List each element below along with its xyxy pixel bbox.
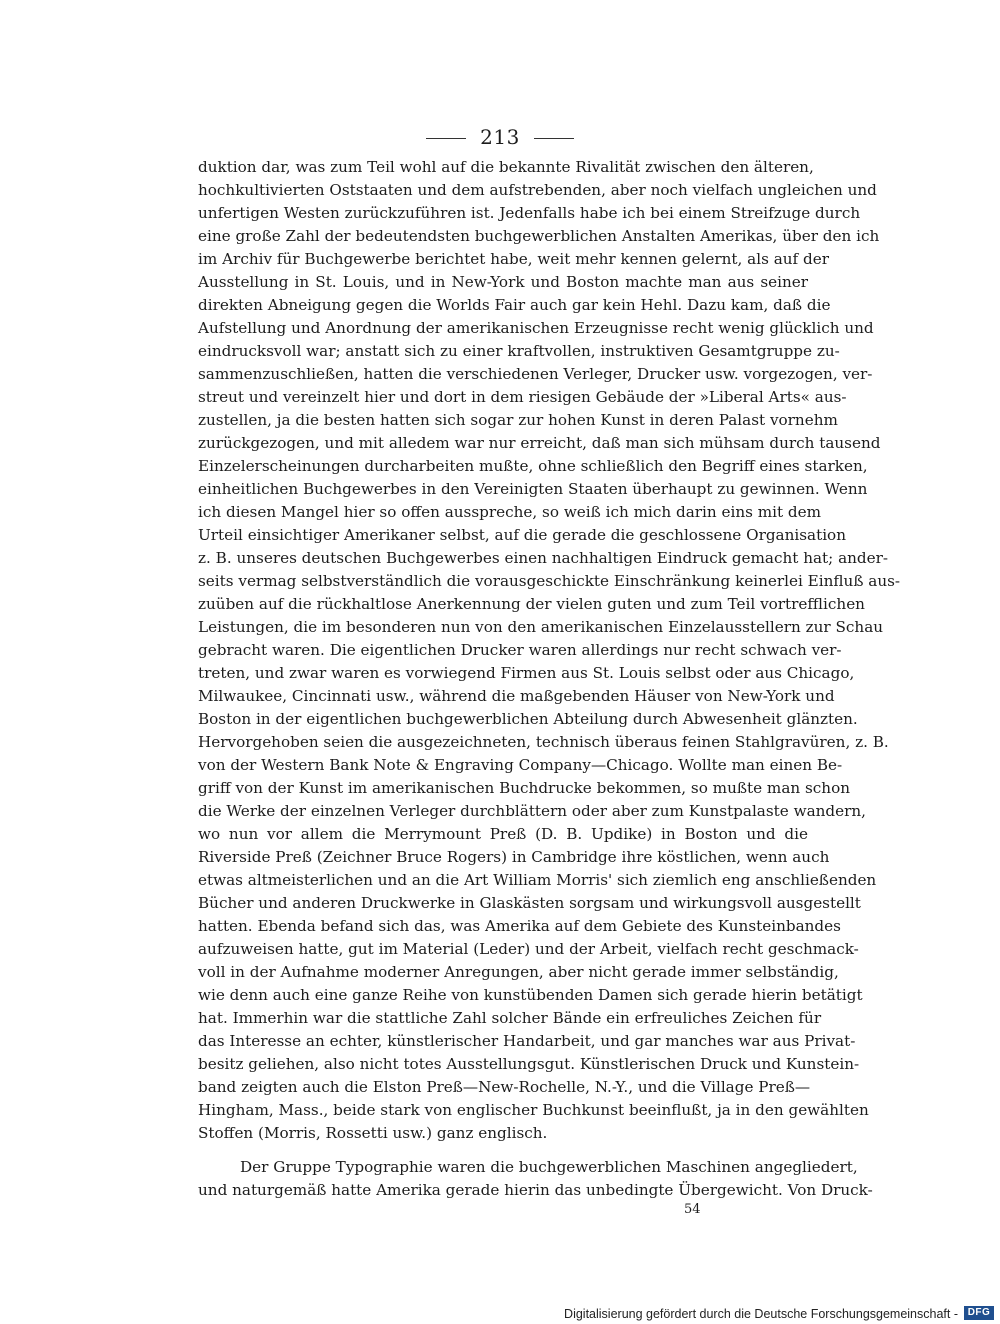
text-line: duktion dar, was zum Teil wohl auf die bekannte Rivalität zwischen den älteren, xyxy=(198,158,814,176)
text-line: das Interesse an echter, künstlerischer Handarbeit, und gar manches war aus Privat- xyxy=(198,1032,856,1050)
text-line: aufzuweisen hatte, gut im Material (Leder) und der Arbeit, vielfach recht geschmack- xyxy=(198,940,859,958)
text-line: voll in der Aufnahme moderner Anregungen, aber nicht gerade immer selbständig, xyxy=(198,963,839,981)
text-line: hat. Immerhin war die stattliche Zahl solcher Bände ein erfreuliches Zeichen für xyxy=(198,1009,822,1027)
text-line: Riverside Preß (Zeichner Bruce Rogers) in Cambridge ihre köstlichen, wenn auch xyxy=(198,848,830,866)
text-line: eindrucksvoll war; anstatt sich zu einer kraftvollen, instruktiven Gesamtgruppe zu- xyxy=(198,342,840,360)
text-line: im Archiv für Buchgewerbe berichtet habe, weit mehr kennen gelernt, als auf der xyxy=(198,250,829,268)
text-line: und naturgemäß hatte Amerika gerade hierin das unbedingte Übergewicht. Von Druck- xyxy=(198,1181,873,1199)
text-line: band zeigten auch die Elston Preß—New-Rochelle, N.-Y., und die Village Preß— xyxy=(198,1078,811,1096)
text-line: einheitlichen Buchgewerbes in den Vereinigten Staaten überhaupt zu gewinnen. Wenn xyxy=(198,480,868,498)
text-line: die Werke der einzelnen Verleger durchblättern oder aber zum Kunstpalaste wandern, xyxy=(198,802,866,820)
page-number: 213 xyxy=(480,125,520,149)
text-line: eine große Zahl der bedeutendsten buchgewerblichen Anstalten Amerikas, über den ich xyxy=(198,227,880,245)
text-line: Urteil einsichtiger Amerikaner selbst, auf die gerade die geschlossene Organisation xyxy=(198,526,846,544)
dfg-logo: DFG xyxy=(964,1306,994,1320)
text-line: Aufstellung und Anordnung der amerikanischen Erzeugnisse recht wenig glücklich und xyxy=(198,319,874,337)
text-line: seits vermag selbstverständlich die vorausgeschickte Einschränkung keinerlei Einfluß aus- xyxy=(198,572,901,590)
page-header xyxy=(0,124,1000,150)
text-line: Ausstellung in St. Louis, und in New-York und Boston machte man aus seiner xyxy=(198,273,808,291)
header-rule-right xyxy=(534,138,574,139)
body-paragraph-2 xyxy=(198,1156,873,1202)
text-line: unfertigen Westen zurückzuführen ist. Jedenfalls habe ich bei einem Streifzuge durch xyxy=(198,204,861,222)
text-line: ich diesen Mangel hier so offen ausspreche, so weiß ich mich darin eins mit dem xyxy=(198,503,822,521)
text-line: wie denn auch eine ganze Reihe von kunstübenden Damen sich gerade hierin betätigt xyxy=(198,986,863,1004)
text-line: besitz geliehen, also nicht totes Ausstellungsgut. Künstlerischen Druck und Kunstein- xyxy=(198,1055,860,1073)
text-line: Einzelerscheinungen durcharbeiten mußte, ohne schließlich den Begriff eines starken, xyxy=(198,457,868,475)
text-line: Milwaukee, Cincinnati usw., während die maßgebenden Häuser von New-York und xyxy=(198,687,835,705)
text-line: etwas altmeisterlichen und an die Art William Morris' sich ziemlich eng anschließenden xyxy=(198,871,877,889)
text-line: zustellen, ja die besten hatten sich sogar zur hohen Kunst in deren Palast vornehm xyxy=(198,411,838,429)
text-line: Leistungen, die im besonderen nun von den amerikanischen Einzelausstellern zur Schau xyxy=(198,618,884,636)
text-line: Hervorgehoben seien die ausgezeichneten, technisch überaus feinen Stahlgravüren, z. B. xyxy=(198,733,889,751)
header-rule-left xyxy=(426,138,466,139)
text-line: direkten Abneigung gegen die Worlds Fair auch gar kein Hehl. Dazu kam, daß die xyxy=(198,296,831,314)
text-line: streut und vereinzelt hier und dort in dem riesigen Gebäude der »Liberal Arts« aus- xyxy=(198,388,847,406)
text-line: griff von der Kunst im amerikanischen Buchdrucke bekommen, so mußte man schon xyxy=(198,779,850,797)
text-line: hochkultivierten Oststaaten und dem aufstrebenden, aber noch vielfach ungleichen und xyxy=(198,181,877,199)
text-line: wo nun vor allem die Merrymount Preß (D. B. Updike) in Boston und die xyxy=(198,825,808,843)
text-line: Hingham, Mass., beide stark von englischer Buchkunst beeinflußt, ja in den gewählten xyxy=(198,1101,869,1119)
sheet-signature-number: 54 xyxy=(684,1202,701,1217)
text-line: Der Gruppe Typographie waren die buchgewerblichen Maschinen angegliedert, xyxy=(240,1158,858,1176)
text-line: Stoffen (Morris, Rossetti usw.) ganz englisch. xyxy=(198,1124,548,1142)
text-line: Boston in der eigentlichen buchgewerblichen Abteilung durch Abwesenheit glänzten. xyxy=(198,710,858,728)
text-line: treten, und zwar waren es vorwiegend Firmen aus St. Louis selbst oder aus Chicago, xyxy=(198,664,855,682)
text-line: zurückgezogen, und mit alledem war nur erreicht, daß man sich mühsam durch tausend xyxy=(198,434,881,452)
body-paragraph-1 xyxy=(198,156,901,1145)
text-line: von der Western Bank Note & Engraving Company—Chicago. Wollte man einen Be- xyxy=(198,756,843,774)
text-line: hatten. Ebenda befand sich das, was Amerika auf dem Gebiete des Kunsteinbandes xyxy=(198,917,841,935)
text-line: sammenzuschließen, hatten die verschiedenen Verleger, Drucker usw. vorgezogen, ver- xyxy=(198,365,873,383)
text-line: gebracht waren. Die eigentlichen Drucker waren allerdings nur recht schwach ver- xyxy=(198,641,842,659)
text-line: zuüben auf die rückhaltlose Anerkennung der vielen guten und zum Teil vortrefflichen xyxy=(198,595,865,613)
funding-notice: Digitalisierung gefördert durch die Deutsche Forschungsgemeinschaft - xyxy=(564,1307,958,1321)
text-line: z. B. unseres deutschen Buchgewerbes einen nachhaltigen Eindruck gemacht hat; ander- xyxy=(198,549,889,567)
footer-bar xyxy=(0,1304,1000,1324)
text-line: Bücher und anderen Druckwerke in Glaskästen sorgsam und wirkungsvoll ausgestellt xyxy=(198,894,861,912)
